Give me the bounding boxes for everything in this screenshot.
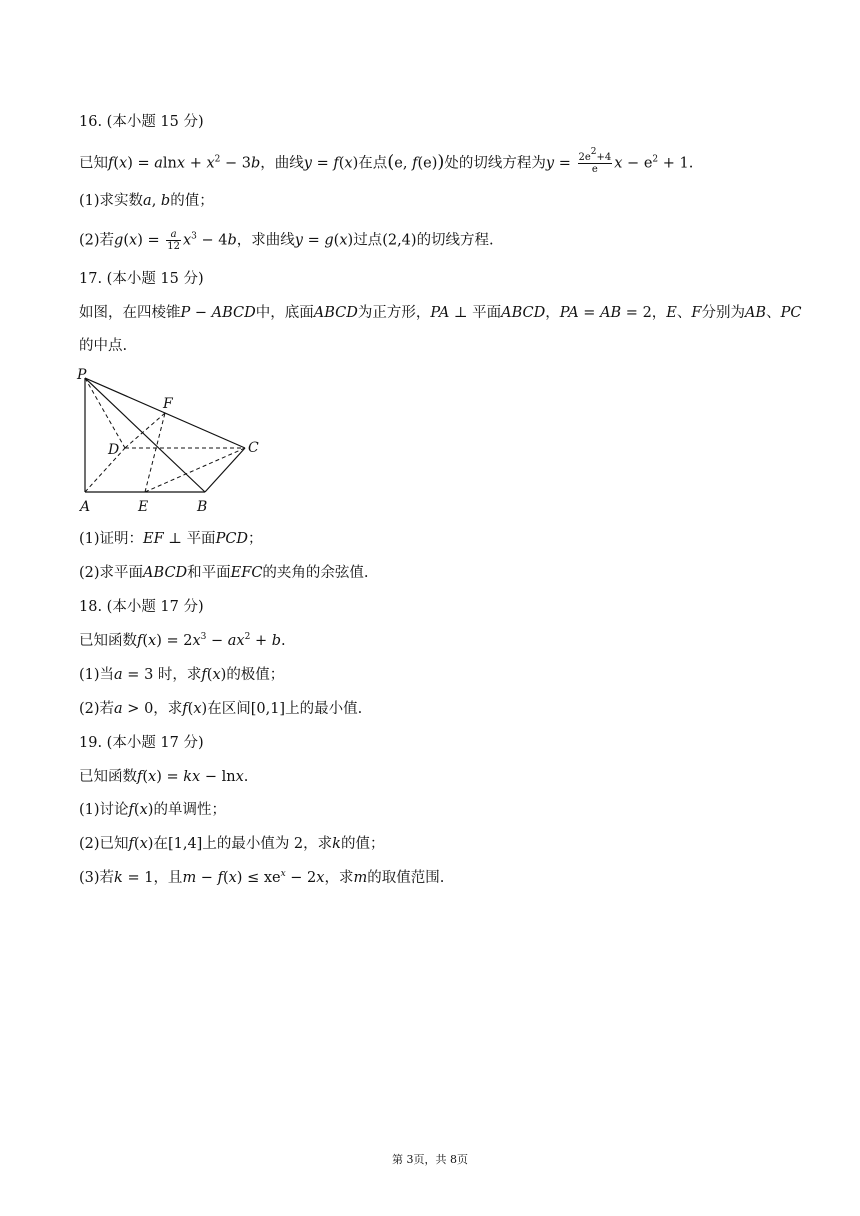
q16-text-4: 处的切线方程为 (444, 155, 546, 172)
q17-text-c: 为正方形， (357, 305, 431, 321)
edge-PD (85, 378, 125, 448)
q17-part1: (1)证明：EF ⊥ 平面PCD； (79, 531, 263, 547)
q17-text-e: ， (545, 305, 560, 321)
q19-p2-c: 上的最小值为 2，求 (202, 836, 333, 852)
q17-p1-c: ； (248, 531, 263, 547)
q16-p1-label: (1)求实数 (79, 193, 144, 209)
segment-DF (125, 413, 165, 448)
q18-part2: (2)若a > 0，求f(x)在区间[0,1]上的最小值. (79, 701, 363, 717)
q18-part1: (1)当a = 3 时，求f(x)的极值； (79, 667, 285, 683)
q19-p2-interval: [1,4] (167, 836, 203, 852)
q18-p2-a: (2)若 (79, 701, 115, 717)
q19-p3-b: ，且 (153, 870, 183, 886)
q16-math-f: f (108, 155, 114, 172)
q18-p1-b: 时，求 (153, 667, 202, 683)
q19-p2-b: 在 (153, 836, 168, 852)
q19-part1: (1)讨论f(x)的单调性； (79, 802, 226, 818)
q17-text-d: 平面 (472, 305, 502, 321)
q17-p1-b: 平面 (186, 531, 216, 547)
edge-PB (85, 378, 205, 492)
q16-part1: (1)求实数a, b的值； (79, 193, 214, 209)
q18-statement: 已知函数$f(x) = 2x^3 - ax^2 + b$. (79, 632, 286, 649)
q17-p2-b: 和平面 (187, 565, 231, 581)
q16-text-2: ，曲线 (260, 155, 304, 172)
segment-EF (145, 413, 165, 492)
q17-statement-line2: 的中点. (79, 338, 128, 354)
q19-part2: (2)已知f(x)在[1,4]上的最小值为 2，求k的值； (79, 836, 385, 852)
q16-p1-end: 的值； (170, 193, 214, 209)
q16-statement: 已知$f(x) = alnx + x^2 - 3b$，曲线y = f(x)在点(e, f(e))处的切线方程为y = $\frac{2e^2+4}{e}$ $x - e^2 + 1$. (79, 147, 694, 175)
q16-p2-label: (2)若 (79, 232, 115, 249)
q18-p2-interval: [0,1] (250, 701, 286, 717)
q16-p2-mid: ，求曲线 (236, 232, 295, 249)
page-footer: 第 3页，共 8页 (392, 1153, 468, 1166)
q18-p2-b: ，求 (153, 701, 183, 717)
q19-p1-a: (1)讨论 (79, 802, 129, 818)
q17-p2-a: (2)求平面 (79, 565, 144, 581)
q16-p2-end: 的切线方程. (416, 232, 494, 249)
q19-p2-d: 的值； (340, 836, 385, 852)
q17-text-i: 、 (766, 305, 781, 321)
label-P: P (77, 367, 87, 383)
q19-text-1: 已知函数 (79, 769, 137, 785)
label-C: C (248, 440, 259, 456)
label-E: E (138, 499, 149, 515)
q19-statement: 已知函数f(x) = kx − lnx. (79, 769, 249, 785)
q16-header: 16. (本小题 15 分) (79, 114, 204, 130)
label-D: D (108, 442, 120, 458)
q18-p2-d: 上的最小值. (285, 701, 363, 717)
q17-text-h: 分别为 (701, 305, 745, 321)
q19-p3-d: 的取值范围. (367, 870, 445, 886)
pyramid-figure (70, 364, 270, 516)
q16-text-1: 已知 (79, 155, 108, 172)
q16-part2: (2)若g(x) = $\frac{a}{12}$ $x^3 - 4b$，求曲线y = g(x)过点(2,4)的切线方程. (79, 229, 494, 252)
label-A: A (80, 499, 91, 515)
q16-fraction: $\frac{2e^2+4}{e}$ (578, 147, 612, 175)
q19-p3-c: ，求 (324, 870, 354, 886)
q16-p2-point: (2,4) (382, 232, 417, 249)
q18-p2-c: 在区间 (207, 701, 251, 717)
q17-p1-a: (1)证明： (79, 531, 144, 547)
q18-header: 18. (本小题 17 分) (79, 599, 204, 615)
q19-p1-b: 的单调性； (153, 802, 226, 818)
edge-PC (85, 378, 245, 448)
q19-p2-a: (2)已知 (79, 836, 129, 852)
q18-text-1: 已知函数 (79, 633, 137, 649)
q19-p3-a: (3)若 (79, 870, 115, 886)
q17-text-g: 、 (676, 305, 692, 321)
edge-BC (205, 448, 245, 492)
q19-part3: (3)若k = 1，且$m - f(x) \le xe^x - 2x$，求m的取值范围. (79, 869, 445, 886)
q17-text-b: 中，底面 (255, 305, 314, 321)
label-B: B (197, 499, 208, 515)
q19-header: 19. (本小题 17 分) (79, 735, 204, 751)
q16-p2-mid2: 过点 (353, 232, 383, 249)
label-F: F (163, 396, 173, 412)
q17-p2-c: 的夹角的余弦值. (262, 565, 369, 581)
q17-part2: (2)求平面ABCD和平面EFC的夹角的余弦值. (79, 565, 369, 581)
q18-p1-c: 的极值； (226, 667, 285, 683)
q17-statement-line1: 如图，在四棱锥P − ABCD中，底面ABCD为正方形，PA ⊥ 平面ABCD，PA = AB = 2，E、F分别为AB、PC (79, 305, 802, 321)
q17-text-a: 如图，在四棱锥 (79, 305, 181, 321)
q18-p1-a: (1)当 (79, 667, 115, 683)
q16-text-3: 在点 (358, 155, 388, 172)
segment-EC (145, 448, 245, 492)
q17-header: 17. (本小题 15 分) (79, 271, 204, 287)
q17-text-f: ， (651, 305, 667, 321)
